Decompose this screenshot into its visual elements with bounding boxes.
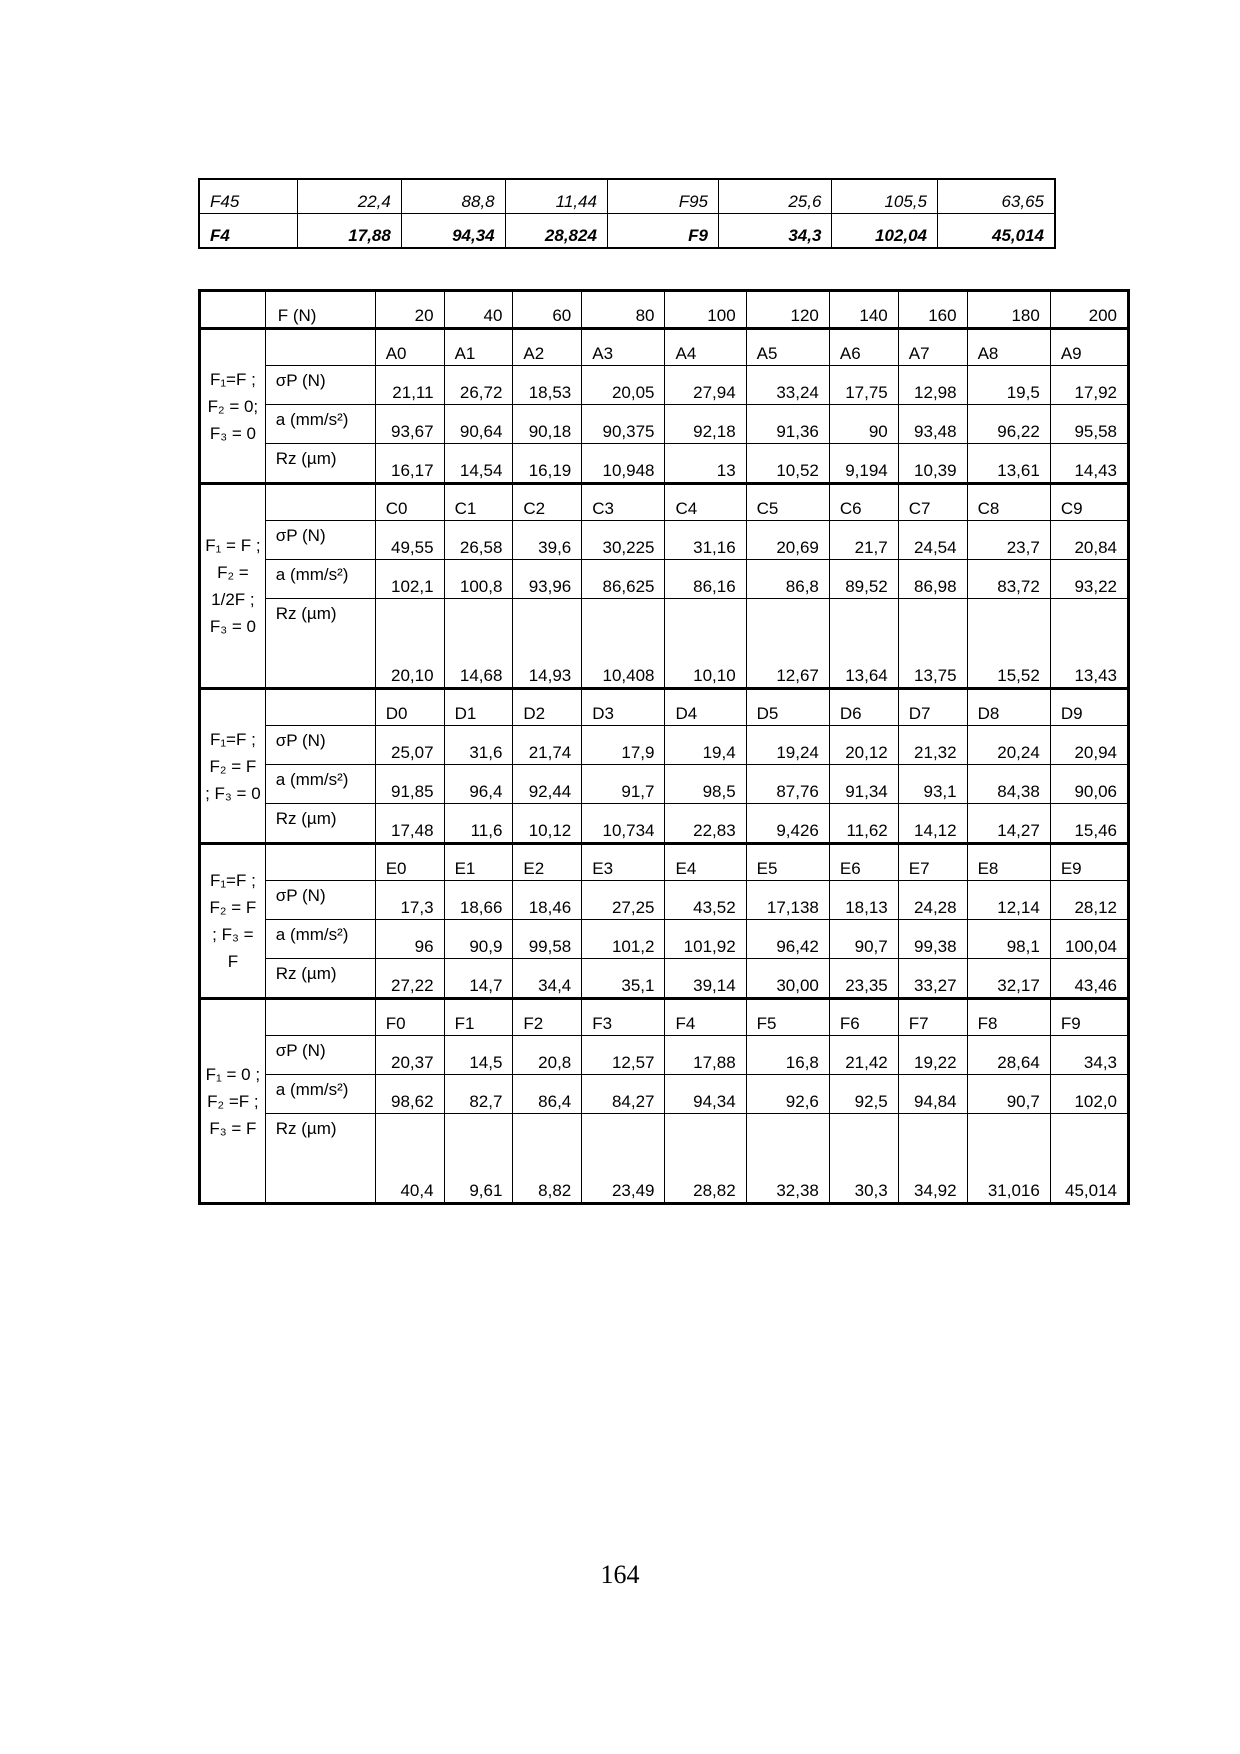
sample-code: D9 (1050, 689, 1128, 726)
sample-code: C8 (967, 484, 1050, 521)
measurement-value: 82,7 (444, 1075, 513, 1114)
load-condition: F₁=F ; F₂ = 0; F₃ = 0 (200, 329, 266, 484)
summary-cell: 28,824 (505, 214, 607, 249)
measurement-value: 20,94 (1050, 726, 1128, 765)
parameter-label: Rz (µm) (265, 444, 375, 484)
measurement-value: 39,6 (513, 521, 582, 560)
measurement-value: 96,42 (746, 920, 829, 959)
measurement-value: 16,19 (513, 444, 582, 484)
sample-code: E1 (444, 844, 513, 881)
measurement-value: 15,46 (1050, 804, 1128, 844)
measurement-value: 99,58 (513, 920, 582, 959)
measurement-value: 14,43 (1050, 444, 1128, 484)
measurement-value: 15,52 (967, 599, 1050, 689)
sample-code: E8 (967, 844, 1050, 881)
force-value-header: 120 (746, 291, 829, 329)
measurement-value: 49,55 (375, 521, 444, 560)
parameter-label: Rz (µm) (265, 1114, 375, 1204)
sample-code: A2 (513, 329, 582, 366)
measurement-value: 92,6 (746, 1075, 829, 1114)
measurement-value: 14,68 (444, 599, 513, 689)
sample-code: A6 (829, 329, 898, 366)
summary-cell: F45 (199, 179, 298, 214)
measurement-value: 26,58 (444, 521, 513, 560)
sample-code: C6 (829, 484, 898, 521)
sample-code: D5 (746, 689, 829, 726)
sample-code: D1 (444, 689, 513, 726)
summary-cell: F9 (607, 214, 718, 249)
sample-code: D0 (375, 689, 444, 726)
measurement-value: 30,225 (582, 521, 665, 560)
sample-code-row (200, 999, 1129, 1036)
measurement-value: 98,62 (375, 1075, 444, 1114)
measurement-value: 86,625 (582, 560, 665, 599)
measurement-value: 16,17 (375, 444, 444, 484)
summary-table (198, 178, 1056, 249)
empty-cell (265, 999, 375, 1036)
parameter-label: a (mm/s²) (265, 920, 375, 959)
measurement-value: 27,25 (582, 881, 665, 920)
measurement-value: 23,49 (582, 1114, 665, 1204)
measurement-row (200, 366, 1129, 405)
measurement-value: 19,24 (746, 726, 829, 765)
sample-code: C7 (898, 484, 967, 521)
measurement-value: 20,10 (375, 599, 444, 689)
measurement-value: 14,12 (898, 804, 967, 844)
measurement-value: 10,948 (582, 444, 665, 484)
parameter-label: σP (N) (265, 1036, 375, 1075)
sample-code: F7 (898, 999, 967, 1036)
measurement-value: 98,5 (665, 765, 746, 804)
sample-code-row (200, 484, 1129, 521)
measurement-value: 17,9 (582, 726, 665, 765)
sample-code: A3 (582, 329, 665, 366)
measurement-value: 20,05 (582, 366, 665, 405)
measurement-table (198, 289, 1130, 1205)
measurement-value: 27,22 (375, 959, 444, 999)
measurement-value: 100,04 (1050, 920, 1128, 959)
sample-code: F1 (444, 999, 513, 1036)
measurement-value: 31,016 (967, 1114, 1050, 1204)
summary-cell: 17,88 (298, 214, 402, 249)
sample-code: E0 (375, 844, 444, 881)
measurement-value: 21,42 (829, 1036, 898, 1075)
measurement-value: 86,4 (513, 1075, 582, 1114)
measurement-value: 19,22 (898, 1036, 967, 1075)
measurement-value: 18,13 (829, 881, 898, 920)
measurement-value: 94,84 (898, 1075, 967, 1114)
force-value-header: 20 (375, 291, 444, 329)
measurement-value: 86,16 (665, 560, 746, 599)
measurement-value: 101,2 (582, 920, 665, 959)
sample-code: A8 (967, 329, 1050, 366)
sample-code: F2 (513, 999, 582, 1036)
empty-cell (265, 329, 375, 366)
measurement-value: 20,84 (1050, 521, 1128, 560)
sample-code-row (200, 329, 1129, 366)
measurement-value: 84,27 (582, 1075, 665, 1114)
summary-cell: 25,6 (719, 179, 832, 214)
measurement-value: 14,7 (444, 959, 513, 999)
measurement-value: 27,94 (665, 366, 746, 405)
force-value-header: 100 (665, 291, 746, 329)
sample-code: E3 (582, 844, 665, 881)
measurement-value: 32,38 (746, 1114, 829, 1204)
measurement-value: 21,11 (375, 366, 444, 405)
summary-cell: 11,44 (505, 179, 607, 214)
measurement-value: 93,48 (898, 405, 967, 444)
measurement-value: 93,22 (1050, 560, 1128, 599)
load-condition: F₁=F ; F₂ = F ; F₃ = 0 (200, 689, 266, 844)
measurement-value: 102,0 (1050, 1075, 1128, 1114)
measurement-value: 35,1 (582, 959, 665, 999)
measurement-value: 14,27 (967, 804, 1050, 844)
measurement-value: 24,28 (898, 881, 967, 920)
measurement-value: 91,36 (746, 405, 829, 444)
measurement-value: 28,82 (665, 1114, 746, 1204)
measurement-value: 99,38 (898, 920, 967, 959)
measurement-value: 21,74 (513, 726, 582, 765)
sample-code: C9 (1050, 484, 1128, 521)
measurement-value: 92,5 (829, 1075, 898, 1114)
measurement-value: 20,37 (375, 1036, 444, 1075)
measurement-value: 30,00 (746, 959, 829, 999)
measurement-value: 98,1 (967, 920, 1050, 959)
measurement-value: 92,18 (665, 405, 746, 444)
measurement-value: 20,69 (746, 521, 829, 560)
measurement-value: 22,83 (665, 804, 746, 844)
load-condition: F₁ = 0 ; F₂ =F ; F₃ = F (200, 999, 266, 1204)
sample-code: A5 (746, 329, 829, 366)
measurement-value: 10,734 (582, 804, 665, 844)
sample-code: D8 (967, 689, 1050, 726)
measurement-value: 33,24 (746, 366, 829, 405)
load-condition: F₁=F ; F₂ = F ; F₃ = F (200, 844, 266, 999)
sample-code: E5 (746, 844, 829, 881)
sample-code: F3 (582, 999, 665, 1036)
measurement-value: 34,92 (898, 1114, 967, 1204)
parameter-label: a (mm/s²) (265, 765, 375, 804)
force-header: F (N) (265, 291, 375, 329)
sample-code: C4 (665, 484, 746, 521)
force-value-header: 200 (1050, 291, 1128, 329)
measurement-value: 23,7 (967, 521, 1050, 560)
measurement-value: 90 (829, 405, 898, 444)
measurement-value: 94,34 (665, 1075, 746, 1114)
measurement-value: 96,4 (444, 765, 513, 804)
measurement-value: 18,66 (444, 881, 513, 920)
sample-code: C2 (513, 484, 582, 521)
measurement-value: 34,3 (1050, 1036, 1128, 1075)
measurement-row (200, 959, 1129, 999)
measurement-value: 19,4 (665, 726, 746, 765)
measurement-value: 13 (665, 444, 746, 484)
sample-code: C1 (444, 484, 513, 521)
sample-code: F4 (665, 999, 746, 1036)
measurement-value: 18,53 (513, 366, 582, 405)
measurement-value: 93,1 (898, 765, 967, 804)
measurement-value: 87,76 (746, 765, 829, 804)
measurement-value: 20,8 (513, 1036, 582, 1075)
measurement-row (200, 1075, 1129, 1114)
measurement-value: 90,7 (829, 920, 898, 959)
sample-code: F6 (829, 999, 898, 1036)
sample-code: D6 (829, 689, 898, 726)
measurement-value: 12,98 (898, 366, 967, 405)
summary-cell: F4 (199, 214, 298, 249)
measurement-value: 40,4 (375, 1114, 444, 1204)
sample-code: E7 (898, 844, 967, 881)
empty-cell (265, 844, 375, 881)
measurement-value: 14,5 (444, 1036, 513, 1075)
parameter-label: a (mm/s²) (265, 560, 375, 599)
sample-code: E9 (1050, 844, 1128, 881)
measurement-value: 18,46 (513, 881, 582, 920)
sample-code: F8 (967, 999, 1050, 1036)
summary-cell: 105,5 (832, 179, 938, 214)
measurement-value: 90,7 (967, 1075, 1050, 1114)
measurement-value: 28,64 (967, 1036, 1050, 1075)
sample-code: A4 (665, 329, 746, 366)
sample-code: D7 (898, 689, 967, 726)
measurement-row (200, 920, 1129, 959)
measurement-value: 45,014 (1050, 1114, 1128, 1204)
sample-code: E2 (513, 844, 582, 881)
measurement-value: 23,35 (829, 959, 898, 999)
sample-code: F0 (375, 999, 444, 1036)
measurement-value: 91,85 (375, 765, 444, 804)
measurement-value: 39,14 (665, 959, 746, 999)
measurement-value: 34,4 (513, 959, 582, 999)
sample-code-row (200, 689, 1129, 726)
measurement-value: 10,52 (746, 444, 829, 484)
measurement-value: 86,8 (746, 560, 829, 599)
measurement-value: 10,408 (582, 599, 665, 689)
force-value-header: 60 (513, 291, 582, 329)
measurement-value: 16,8 (746, 1036, 829, 1075)
measurement-value: 13,61 (967, 444, 1050, 484)
force-value-header: 80 (582, 291, 665, 329)
header-row (200, 291, 1129, 329)
measurement-value: 93,67 (375, 405, 444, 444)
measurement-value: 24,54 (898, 521, 967, 560)
measurement-value: 84,38 (967, 765, 1050, 804)
measurement-value: 33,27 (898, 959, 967, 999)
measurement-row (200, 521, 1129, 560)
measurement-value: 17,92 (1050, 366, 1128, 405)
measurement-value: 14,54 (444, 444, 513, 484)
measurement-value: 32,17 (967, 959, 1050, 999)
measurement-value: 90,18 (513, 405, 582, 444)
summary-cell: 88,8 (401, 179, 505, 214)
measurement-value: 9,194 (829, 444, 898, 484)
measurement-value: 90,64 (444, 405, 513, 444)
sample-code: E4 (665, 844, 746, 881)
measurement-row (200, 1036, 1129, 1075)
measurement-value: 30,3 (829, 1114, 898, 1204)
measurement-value: 12,67 (746, 599, 829, 689)
measurement-value: 92,44 (513, 765, 582, 804)
parameter-label: σP (N) (265, 366, 375, 405)
measurement-value: 14,93 (513, 599, 582, 689)
measurement-value: 13,75 (898, 599, 967, 689)
parameter-label: Rz (µm) (265, 599, 375, 689)
measurement-value: 10,10 (665, 599, 746, 689)
measurement-value: 19,5 (967, 366, 1050, 405)
sample-code: A9 (1050, 329, 1128, 366)
parameter-label: σP (N) (265, 521, 375, 560)
force-value-header: 40 (444, 291, 513, 329)
measurement-value: 102,1 (375, 560, 444, 599)
sample-code: D4 (665, 689, 746, 726)
summary-row (199, 179, 1055, 214)
measurement-value: 20,12 (829, 726, 898, 765)
measurement-row (200, 560, 1129, 599)
sample-code: E6 (829, 844, 898, 881)
measurement-value: 12,57 (582, 1036, 665, 1075)
measurement-value: 11,6 (444, 804, 513, 844)
measurement-value: 28,12 (1050, 881, 1128, 920)
measurement-value: 25,07 (375, 726, 444, 765)
measurement-value: 90,375 (582, 405, 665, 444)
measurement-value: 17,138 (746, 881, 829, 920)
measurement-value: 31,16 (665, 521, 746, 560)
measurement-value: 43,46 (1050, 959, 1128, 999)
measurement-row (200, 765, 1129, 804)
sample-code: A1 (444, 329, 513, 366)
measurement-value: 100,8 (444, 560, 513, 599)
measurement-value: 13,43 (1050, 599, 1128, 689)
summary-cell: 102,04 (832, 214, 938, 249)
measurement-value: 21,7 (829, 521, 898, 560)
measurement-value: 91,7 (582, 765, 665, 804)
summary-cell: 63,65 (937, 179, 1055, 214)
measurement-row (200, 405, 1129, 444)
sample-code: A7 (898, 329, 967, 366)
page-number: 164 (600, 1560, 640, 1589)
empty-cell (265, 689, 375, 726)
force-value-header: 140 (829, 291, 898, 329)
measurement-value: 96 (375, 920, 444, 959)
force-value-header: 160 (898, 291, 967, 329)
measurement-value: 11,62 (829, 804, 898, 844)
summary-cell: F95 (607, 179, 718, 214)
measurement-value: 91,34 (829, 765, 898, 804)
measurement-value: 21,32 (898, 726, 967, 765)
parameter-label: Rz (µm) (265, 804, 375, 844)
load-condition: F₁ = F ; F₂ = 1/2F ; F₃ = 0 (200, 484, 266, 689)
measurement-value: 9,426 (746, 804, 829, 844)
measurement-value: 17,48 (375, 804, 444, 844)
measurement-row (200, 599, 1129, 689)
measurement-row (200, 881, 1129, 920)
summary-cell: 22,4 (298, 179, 402, 214)
measurement-row (200, 804, 1129, 844)
measurement-value: 17,75 (829, 366, 898, 405)
measurement-row (200, 726, 1129, 765)
measurement-value: 83,72 (967, 560, 1050, 599)
measurement-value: 86,98 (898, 560, 967, 599)
measurement-value: 95,58 (1050, 405, 1128, 444)
empty-cell (265, 484, 375, 521)
summary-cell: 94,34 (401, 214, 505, 249)
measurement-value: 90,06 (1050, 765, 1128, 804)
summary-row (199, 214, 1055, 249)
measurement-value: 90,9 (444, 920, 513, 959)
measurement-value: 89,52 (829, 560, 898, 599)
summary-cell: 34,3 (719, 214, 832, 249)
sample-code: C5 (746, 484, 829, 521)
measurement-value: 10,39 (898, 444, 967, 484)
measurement-value: 20,24 (967, 726, 1050, 765)
sample-code: C3 (582, 484, 665, 521)
parameter-label: σP (N) (265, 726, 375, 765)
parameter-label: a (mm/s²) (265, 405, 375, 444)
measurement-value: 10,12 (513, 804, 582, 844)
parameter-label: a (mm/s²) (265, 1075, 375, 1114)
measurement-value: 101,92 (665, 920, 746, 959)
force-value-header (200, 291, 266, 329)
measurement-row (200, 1114, 1129, 1204)
measurement-value: 17,3 (375, 881, 444, 920)
measurement-value: 96,22 (967, 405, 1050, 444)
measurement-value: 9,61 (444, 1114, 513, 1204)
sample-code: F5 (746, 999, 829, 1036)
sample-code-row (200, 844, 1129, 881)
measurement-value: 93,96 (513, 560, 582, 599)
measurement-value: 12,14 (967, 881, 1050, 920)
measurement-value: 17,88 (665, 1036, 746, 1075)
measurement-value: 31,6 (444, 726, 513, 765)
summary-cell: 45,014 (937, 214, 1055, 249)
sample-code: C0 (375, 484, 444, 521)
parameter-label: σP (N) (265, 881, 375, 920)
sample-code: F9 (1050, 999, 1128, 1036)
parameter-label: Rz (µm) (265, 959, 375, 999)
sample-code: D3 (582, 689, 665, 726)
measurement-value: 43,52 (665, 881, 746, 920)
measurement-value: 13,64 (829, 599, 898, 689)
measurement-row (200, 444, 1129, 484)
sample-code: A0 (375, 329, 444, 366)
measurement-value: 26,72 (444, 366, 513, 405)
sample-code: D2 (513, 689, 582, 726)
force-value-header: 180 (967, 291, 1050, 329)
measurement-value: 8,82 (513, 1114, 582, 1204)
